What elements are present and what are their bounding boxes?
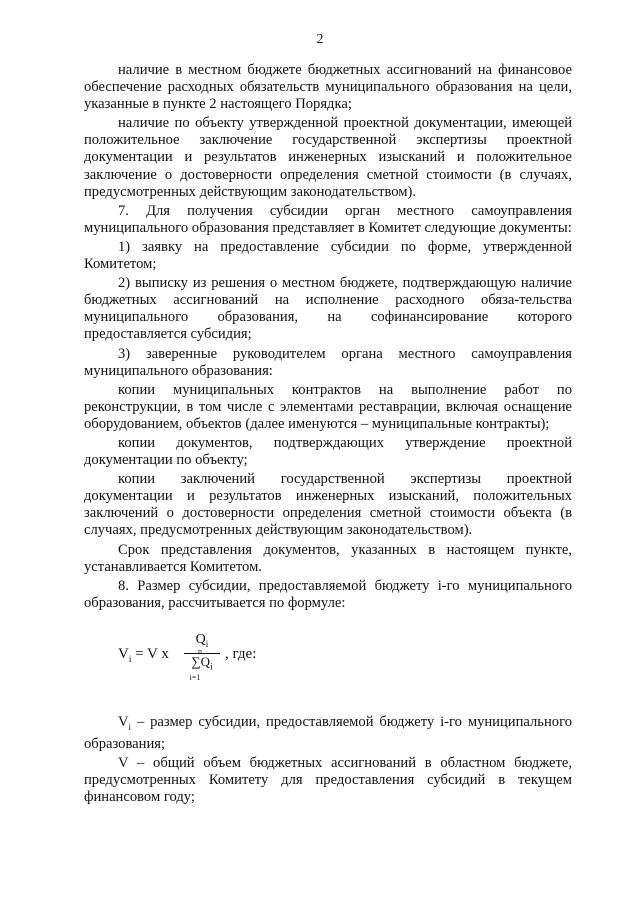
paragraph: 8. Размер субсидии, предоставляемой бюджету i-го муниципального образования, рассчитывается по формуле: bbox=[84, 577, 572, 611]
paragraph: 7. Для получения субсидии орган местного самоуправления муниципального образования представляет в Комитет следующие документы: bbox=[84, 202, 572, 236]
formula-numerator: $Q_i$ bbox=[195, 631, 209, 649]
paragraph: $V_i$ – размер субсидии, предоставляемой бюджету i-го муниципального образования; bbox=[84, 713, 572, 752]
paragraph: 3) заверенные руководителем органа местного самоуправления муниципального образования: bbox=[84, 345, 572, 379]
document-body bbox=[84, 62, 572, 808]
paragraph: копии документов, подтверждающих утверждение проектной документации по объекту; bbox=[84, 434, 572, 469]
formula-fraction bbox=[184, 632, 220, 682]
paragraph: копии муниципальных контрактов на выполнение работ по реконструкции, в том числе с элементами реставрации, включая оснащение оборудованием, объектов (далее именуются – муниципальные контракты); bbox=[84, 381, 572, 432]
paragraph: наличие по объекту утвержденной проектной документации, имеющей положительное заключение государственной экспертизы проектной документации и результатов инженерных изысканий и положительное заключение о достоверности определения сметной стоимости (в случаях, предусмотренных действующим законодательством). bbox=[84, 115, 572, 200]
paragraph: 1) заявку на предоставление субсидии по форме, утвержденной Комитетом; bbox=[84, 238, 572, 273]
subsidy-formula bbox=[84, 630, 572, 692]
paragraph: Срок представления документов, указанных в настоящем пункте, устанавливается Комитетом. bbox=[84, 541, 572, 575]
paragraph: 2) выписку из решения о местном бюджете, подтверждающую наличие бюджетных ассигнований на исполнение расходного обяза-тельства муниципального образования, на софинансирование которого предоставляется субсидия; bbox=[84, 275, 572, 343]
paragraph: наличие в местном бюджете бюджетных ассигнований на финансовое обеспечение расходных обязательств муниципального образования на цели, указанные в пункте 2 настоящего Порядка; bbox=[84, 62, 572, 113]
page-number: 2 bbox=[316, 32, 324, 47]
formula-denominator: n $\sum Q_i$ i=1 bbox=[189, 646, 213, 683]
paragraph: копии заключений государственной экспертизы проектной документации и результатов инженерных изысканий, положительных заключений о достоверности определения сметной стоимости объекта (в случаях, предусмотренных действующим законодательством). bbox=[84, 471, 572, 539]
formula-tail: , где: bbox=[225, 645, 257, 662]
paragraph: V – общий объем бюджетных ассигнований в областном бюджете, предусмотренных Комитету для предоставления субсидий в текущем финансовом году; bbox=[84, 755, 572, 806]
formula-lhs: $V_i = V$ x bbox=[118, 645, 169, 664]
